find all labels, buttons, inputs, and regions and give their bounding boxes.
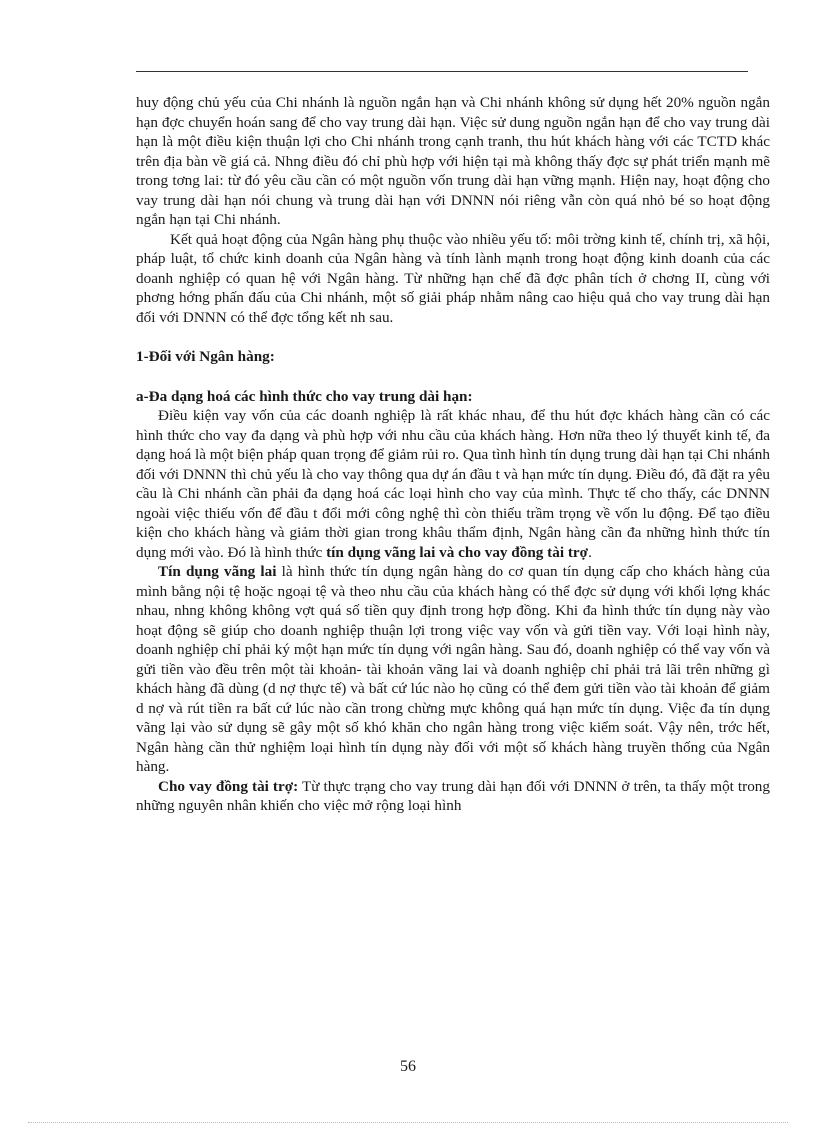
emphasis-text: tín dụng vãng lai và cho vay đồng tài trợ	[326, 543, 589, 561]
page-body	[136, 93, 770, 816]
body-paragraph: Kết quả hoạt động của Ngân hàng phụ thuộc vào nhiều yếu tố: môi trờng kinh tế, chính trị, xã hội, pháp luật, tổ chức kinh doanh của Ngân hàng và tính lành mạnh trong hoạt động kinh doanh của các doanh nghiệp có quan hệ với Ngân hàng. Từ những hạn chế đã đợc phân tích ở chơng II, cùng với phơng hớng phấn đấu của Chi nhánh, một số giải pháp nhằm nâng cao hiệu quả cho vay trung dài hạn đối với DNNN có thể đợc tổng kết nh sau.	[136, 230, 770, 326]
subsection-heading: a-Đa dạng hoá các hình thức cho vay trung dài hạn:	[136, 387, 473, 405]
paragraph-text: .	[588, 543, 592, 561]
paragraph-text: là hình thức tín dụng ngân hàng do cơ quan tín dụng cấp cho khách hàng của mình bằng nội tệ hoặc ngoại tệ và theo nhu cầu của khách hàng có thể đợc sử dụng với khối lợng khác nhau, nhng không không vợt quá số tiền quy định trong hợp đồng. Khi đa hình thức tín dụng này vào hoạt động sẽ giúp cho doanh nghiệp thuận lợi trong việc vay vốn và gửi tiền vay. Với loại hình này, doanh nghiệp chỉ phải ký một hạn mức tín dụng với ngân hàng. Sau đó, doanh nghiệp có thể vay vốn và gửi tiền vào đều trên một tài khoản- tài khoản vãng lai và doanh nghiệp chỉ phải trả lãi trên những gì khách hàng đã dùng (d nợ thực tế) và bất cứ lúc nào họ cũng có thể đem gửi tiền vào tài khoản để giảm d nợ và rút tiền ra bất cứ lúc nào cần trong chừng mực không quá hạn mức tín dụng. Việc đa tín dụng vãng lại vào sử dụng sẽ gây một số khó khăn cho ngân hàng trong việc kiểm soát. Vậy nên, trớc hết, Ngân hàng cần thử nghiệm loại hình tín dụng này đối với một số khách hàng truyền thống của Ngân hàng.	[136, 563, 770, 775]
paragraph-text: Từ thực trạng cho vay trung dài hạn đối với DNNN ở trên, ta thấy một trong những nguyên nhân khiến cho việc mở rộng loại hình	[136, 777, 770, 814]
body-paragraph: huy động chủ yếu của Chi nhánh là nguồn ngắn hạn và Chi nhánh không sử dụng hết 20% nguồn ngắn hạn đợc chuyển hoán sang để cho vay trung dài hạn. Việc sử dung nguồn ngắn hạn để cho vay trung dài hạn là một điều kiện thuận lợi cho Chi nhánh trong cạnh tranh, thu hút khách hàng với các TCTD khác trên địa bàn về giá cả. Nhng điều đó chỉ phù hợp với hiện tại mà không thấy đợc sự phát triển mạnh mẽ trong tơng lai: từ đó yêu cầu cần có một nguồn vốn trung dài hạn vững mạnh. Hiện nay, hoạt động cho vay trung dài hạn nói chung và trung dài hạn với DNNN nói riêng vẫn còn quá nhỏ bé so hoạt động ngắn hạn tại Chi nhánh.	[136, 94, 770, 228]
page-number: 56	[400, 1058, 416, 1075]
paragraph-text: Điều kiện vay vốn của các doanh nghiệp là rất khác nhau, để thu hút đợc khách hàng cần có các hình thức cho vay đa dạng và phù hợp với nhu cầu của khách hàng. Hơn nữa theo lý thuyết kinh tế, đa dạng hoá là một biện pháp quan trọng để giảm rủi ro. Qua tình hình tín dụng trung dài hạn tại Chi nhánh đối với DNNN thì chủ yếu là cho vay thông qua dự án đầu t và hạn mức tín dụng. Điều đó, đã đặt ra yêu cầu là Chi nhánh cần phải đa dạng hoá các loại hình cho vay của mình. Thực tế cho thấy, các DNNN ngoài việc thiếu vốn để đầu t đổi mới công nghệ thì còn thiếu trầm trọng về vốn lu động. Để tạo điều kiện cho khách hàng và giảm thời gian trong khâu thẩm định, Ngân hàng cần đa những hình thức tín dụng mới vào. Đó là hình thức	[136, 407, 770, 561]
header-rule	[136, 71, 748, 72]
term-label: Tín dụng vãng lai	[158, 563, 277, 580]
body-paragraph	[136, 777, 770, 816]
section-heading: 1-Đối với Ngân hàng:	[136, 348, 275, 365]
body-paragraph	[136, 562, 770, 777]
term-label: Cho vay đồng tài trợ:	[158, 777, 299, 795]
body-paragraph	[136, 406, 770, 562]
